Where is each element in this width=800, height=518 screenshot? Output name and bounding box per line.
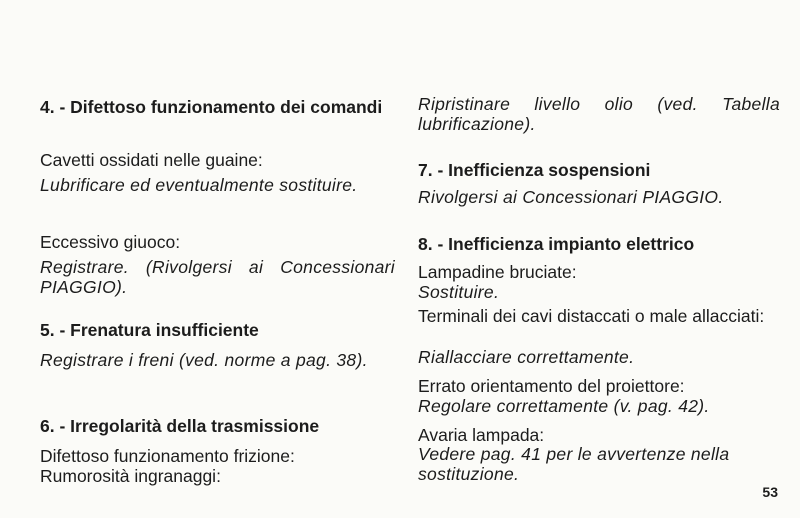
section-4-heading: 4. - Difettoso funzionamento dei comandi bbox=[40, 97, 383, 117]
section-4-cause-2: Eccessivo giuoco: bbox=[40, 232, 181, 252]
section-8-remedy-1: Sostituire. bbox=[418, 282, 500, 302]
section-4-remedy-1: Lubrificare ed eventualmente sostituire. bbox=[40, 175, 358, 195]
section-6-cause-2: Rumorosità ingranaggi: bbox=[40, 466, 221, 486]
section-8-cause-2: Terminali dei cavi distaccati o male allacciati: bbox=[418, 306, 765, 326]
page-number: 53 bbox=[762, 484, 778, 500]
section-8-cause-3: Errato orientamento del proiettore: bbox=[418, 376, 685, 396]
section-6-remedy: Ripristinare livello olio (ved. Tabella lubrificazione). bbox=[418, 94, 780, 134]
section-8-heading: 8. - Inefficienza impianto elettrico bbox=[418, 234, 695, 254]
section-8-remedy-3: Regolare correttamente (v. pag. 42). bbox=[418, 396, 710, 416]
section-5-remedy-1: Registrare i freni (ved. norme a pag. 38). bbox=[40, 350, 368, 370]
section-6-heading: 6. - Irregolarità della trasmissione bbox=[40, 416, 320, 436]
section-7-remedy-1: Rivolgersi ai Concessionari PIAGGIO. bbox=[418, 187, 724, 207]
section-4-remedy-2: Registrare. (Rivolgersi ai Concessionari PIAGGIO). bbox=[40, 257, 395, 297]
section-8-cause-1: Lampadine bruciate: bbox=[418, 262, 577, 282]
section-6-cause-1: Difettoso funzionamento frizione: bbox=[40, 446, 295, 466]
section-8-remedy-4: Vedere pag. 41 per le avvertenze nella sostituzione. bbox=[418, 444, 730, 484]
section-8-cause-4: Avaria lampada: bbox=[418, 425, 545, 445]
section-5-heading: 5. - Frenatura insufficiente bbox=[40, 320, 259, 340]
section-8-remedy-2: Riallacciare correttamente. bbox=[418, 347, 635, 367]
section-7-heading: 7. - Inefficienza sospensioni bbox=[418, 160, 651, 180]
section-4-cause-1: Cavetti ossidati nelle guaine: bbox=[40, 150, 263, 170]
